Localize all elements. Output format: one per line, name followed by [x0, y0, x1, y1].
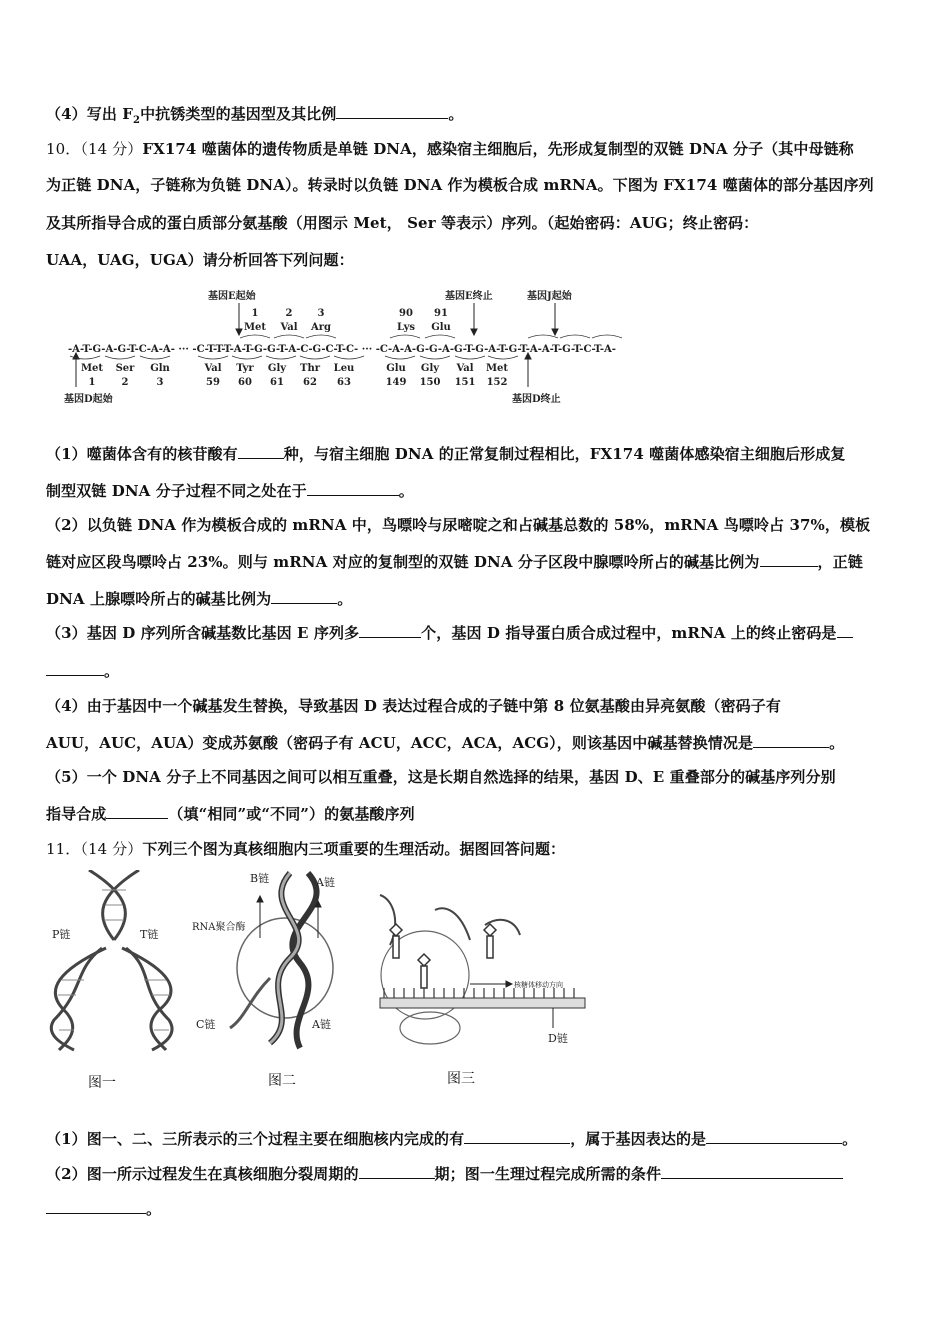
answer-blank[interactable] — [464, 1129, 570, 1144]
bottom-number: 62 — [303, 377, 317, 388]
answer-blank[interactable] — [46, 661, 104, 676]
answer-blank[interactable] — [359, 623, 421, 638]
answer-blank[interactable] — [336, 104, 448, 119]
bottom-amino: Thr — [300, 363, 320, 374]
q9-part4: （4）写出 $F_2$中抗锈类型的基因型及其比例 。 — [46, 105, 464, 126]
q11-sub2-line1: （2）图一所示过程发生在真核细胞分裂周期的 期；图一生理过程完成所需的条件 — [46, 1163, 843, 1184]
answer-blank[interactable] — [661, 1164, 843, 1179]
answer-blank[interactable] — [760, 552, 818, 567]
question-number: 11． — [46, 840, 81, 858]
fig3-d-label: D链 — [548, 1032, 568, 1045]
top-number: 90 — [399, 308, 413, 319]
bottom-number: 1 — [88, 377, 96, 388]
fig2-a2-label: A链 — [312, 1018, 331, 1031]
answer-blank[interactable] — [307, 481, 399, 496]
q10-sub1-line2: 制型双链 DNA 分子过程不同之处在于 。 — [46, 482, 414, 500]
bottom-number: 63 — [337, 377, 351, 388]
top-number: 1 — [251, 308, 259, 319]
answer-blank[interactable] — [271, 589, 337, 604]
bottom-amino: Met — [485, 363, 509, 374]
answer-blank[interactable] — [106, 804, 168, 819]
answer-blank[interactable] — [837, 623, 853, 638]
bottom-amino: Val — [204, 363, 222, 374]
q11-sub2-line2: 。 — [46, 1198, 161, 1219]
fig1-caption: 图一 — [88, 1075, 116, 1091]
bottom-amino: Ser — [115, 363, 135, 374]
top-amino: Met — [243, 322, 267, 333]
q10-sub5-line1: （5）一个 DNA 分子上不同基因之间可以相互重叠，这是长期自然选择的结果，基因 D、E 重叠部分的碱基序列分别 — [46, 768, 836, 786]
bottom-amino: Met — [80, 363, 104, 374]
bottom-amino: Gln — [150, 363, 170, 374]
figure-3-translation — [360, 880, 590, 1055]
fig2-rna-label: RNA聚合酶 — [192, 922, 246, 933]
bottom-amino: Glu — [386, 363, 406, 374]
question-score: （14 分） — [80, 840, 143, 858]
gene-e-end-label: 基因E终止 — [445, 291, 493, 302]
q11-sub1: （1）图一、二、三所表示的三个过程主要在细胞核内完成的有 ，属于基因表达的是 。 — [46, 1130, 858, 1148]
answer-blank[interactable] — [706, 1129, 842, 1144]
bottom-number: 150 — [419, 377, 441, 388]
fig2-caption: 图二 — [268, 1073, 296, 1089]
bottom-number: 151 — [454, 377, 476, 388]
fig2-b-label: B链 — [250, 872, 270, 885]
top-number: 3 — [317, 308, 325, 319]
question-score: （14 分） — [80, 140, 143, 158]
top-number: 91 — [434, 308, 448, 319]
answer-blank[interactable] — [238, 444, 284, 459]
fig3-direction-label: 核糖体移动方向 — [514, 981, 563, 989]
fig2-c-label: C链 — [196, 1018, 216, 1031]
answer-blank[interactable] — [753, 733, 829, 748]
answer-blank[interactable] — [359, 1164, 435, 1179]
bottom-number: 149 — [385, 377, 407, 388]
top-amino: Lys — [396, 322, 416, 333]
q10-sub1-line1: （1）噬菌体含有的核苷酸有 种，与宿主细胞 DNA 的正常复制过程相比，FX174 噬菌体感染宿主细胞后形成复 — [46, 445, 846, 463]
bottom-amino: Gly — [420, 363, 440, 374]
fig1-p-label: P链 — [52, 928, 71, 941]
q10-sub3-line1: （3）基因 D 序列所含碱基数比基因 E 序列多 个，基因 D 指导蛋白质合成过程中，mRNA 上的终止密码是 — [46, 622, 853, 643]
q10-sub5-line2: 指导合成 （填“相同”或“不同”）的氨基酸序列 — [46, 805, 415, 823]
figure-1-dna-replication — [44, 870, 184, 1055]
bottom-amino: Gly — [267, 363, 287, 374]
q10-stem-line1: 10．（14 分）FX174 噬菌体的遗传物质是单链 DNA，感染宿主细胞后，先形成复制型的双链 DNA 分子（其中母链称 — [46, 140, 854, 158]
q10-sub2-line2: 链对应区段鸟嘌呤占 23%。则与 mRNA 对应的复制型的双链 DNA 分子区段中腺嘌呤所占的碱基比例为 ，正链 — [46, 553, 863, 571]
q10-sub4-line1: （4）由于基因中一个碱基发生替换，导致基因 D 表达过程合成的子链中第 8 位氨基酸由异亮氨酸（密码子有 — [46, 697, 781, 715]
q10-sub2-line1: （2）以负链 DNA 作为模板合成的 mRNA 中，鸟嘌呤与尿嘧啶之和占碱基总数的 58%，mRNA 鸟嘌呤占 37%，模板 — [46, 516, 871, 534]
gene-j-start-label: 基因J起始 — [527, 291, 572, 302]
q10-stem-line2: 为正链 DNA，子链称为负链 DNA）。转录时以负链 DNA 作为模板合成 mRNA。下图为 FX174 噬菌体的部分基因序列 — [46, 176, 874, 194]
q10-sub4-line2: AUU，AUC，AUA）变成苏氨酸（密码子有 ACU，ACC，ACA，ACG），则该基因中碱基替换情况是 。 — [46, 734, 845, 752]
q11-stem: 11．（14 分）下列三个图为真核细胞内三项重要的生理活动。据图回答问题： — [46, 840, 566, 858]
gene-e-start-label: 基因E起始 — [208, 291, 256, 302]
fig2-a-label: A链 — [316, 876, 335, 889]
bottom-amino: Tyr — [236, 363, 254, 374]
dna-sequence: -A-T-G-A-G-T-C-A-A- ··· -C-T-T-T-A-T-G-G-T-A-C-G-C-T-C- ··· -C-A-A-G-G-A-G-T-G-A-T-G-T-A-A-T-G-T-C-T-A- — [68, 343, 616, 355]
bottom-number: 2 — [121, 377, 129, 388]
gene-d-end-label: 基因D终止 — [512, 394, 561, 405]
fig1-t-label: T链 — [140, 928, 159, 941]
gene-sequence-figure — [60, 285, 630, 410]
bottom-amino: Leu — [333, 363, 355, 374]
figure-2-transcription — [190, 868, 350, 1058]
q10-sub3-line2: 。 — [46, 660, 119, 681]
top-amino: Val — [280, 322, 298, 333]
bottom-number: 59 — [206, 377, 220, 388]
q10-stem-line4: UAA，UAG，UGA）请分析回答下列问题： — [46, 251, 354, 269]
q10-stem-line3: 及其所指导合成的蛋白质部分氨基酸（用图示 Met， Ser 等表示）序列。（起始密码：AUG；终止密码： — [46, 214, 759, 232]
top-number: 2 — [285, 308, 293, 319]
question-number: 10． — [46, 140, 81, 158]
gene-d-start-label: 基因D起始 — [64, 394, 113, 405]
fig3-caption: 图三 — [447, 1071, 475, 1087]
bottom-number: 61 — [270, 377, 284, 388]
bottom-number: 3 — [156, 377, 164, 388]
top-amino: Glu — [431, 322, 451, 333]
top-amino: Arg — [310, 322, 332, 333]
q10-sub2-line3: DNA 上腺嘌呤所占的碱基比例为 。 — [46, 590, 353, 608]
bottom-amino: Val — [456, 363, 474, 374]
answer-blank[interactable] — [46, 1199, 146, 1214]
bottom-number: 152 — [486, 377, 508, 388]
bottom-number: 60 — [238, 377, 252, 388]
